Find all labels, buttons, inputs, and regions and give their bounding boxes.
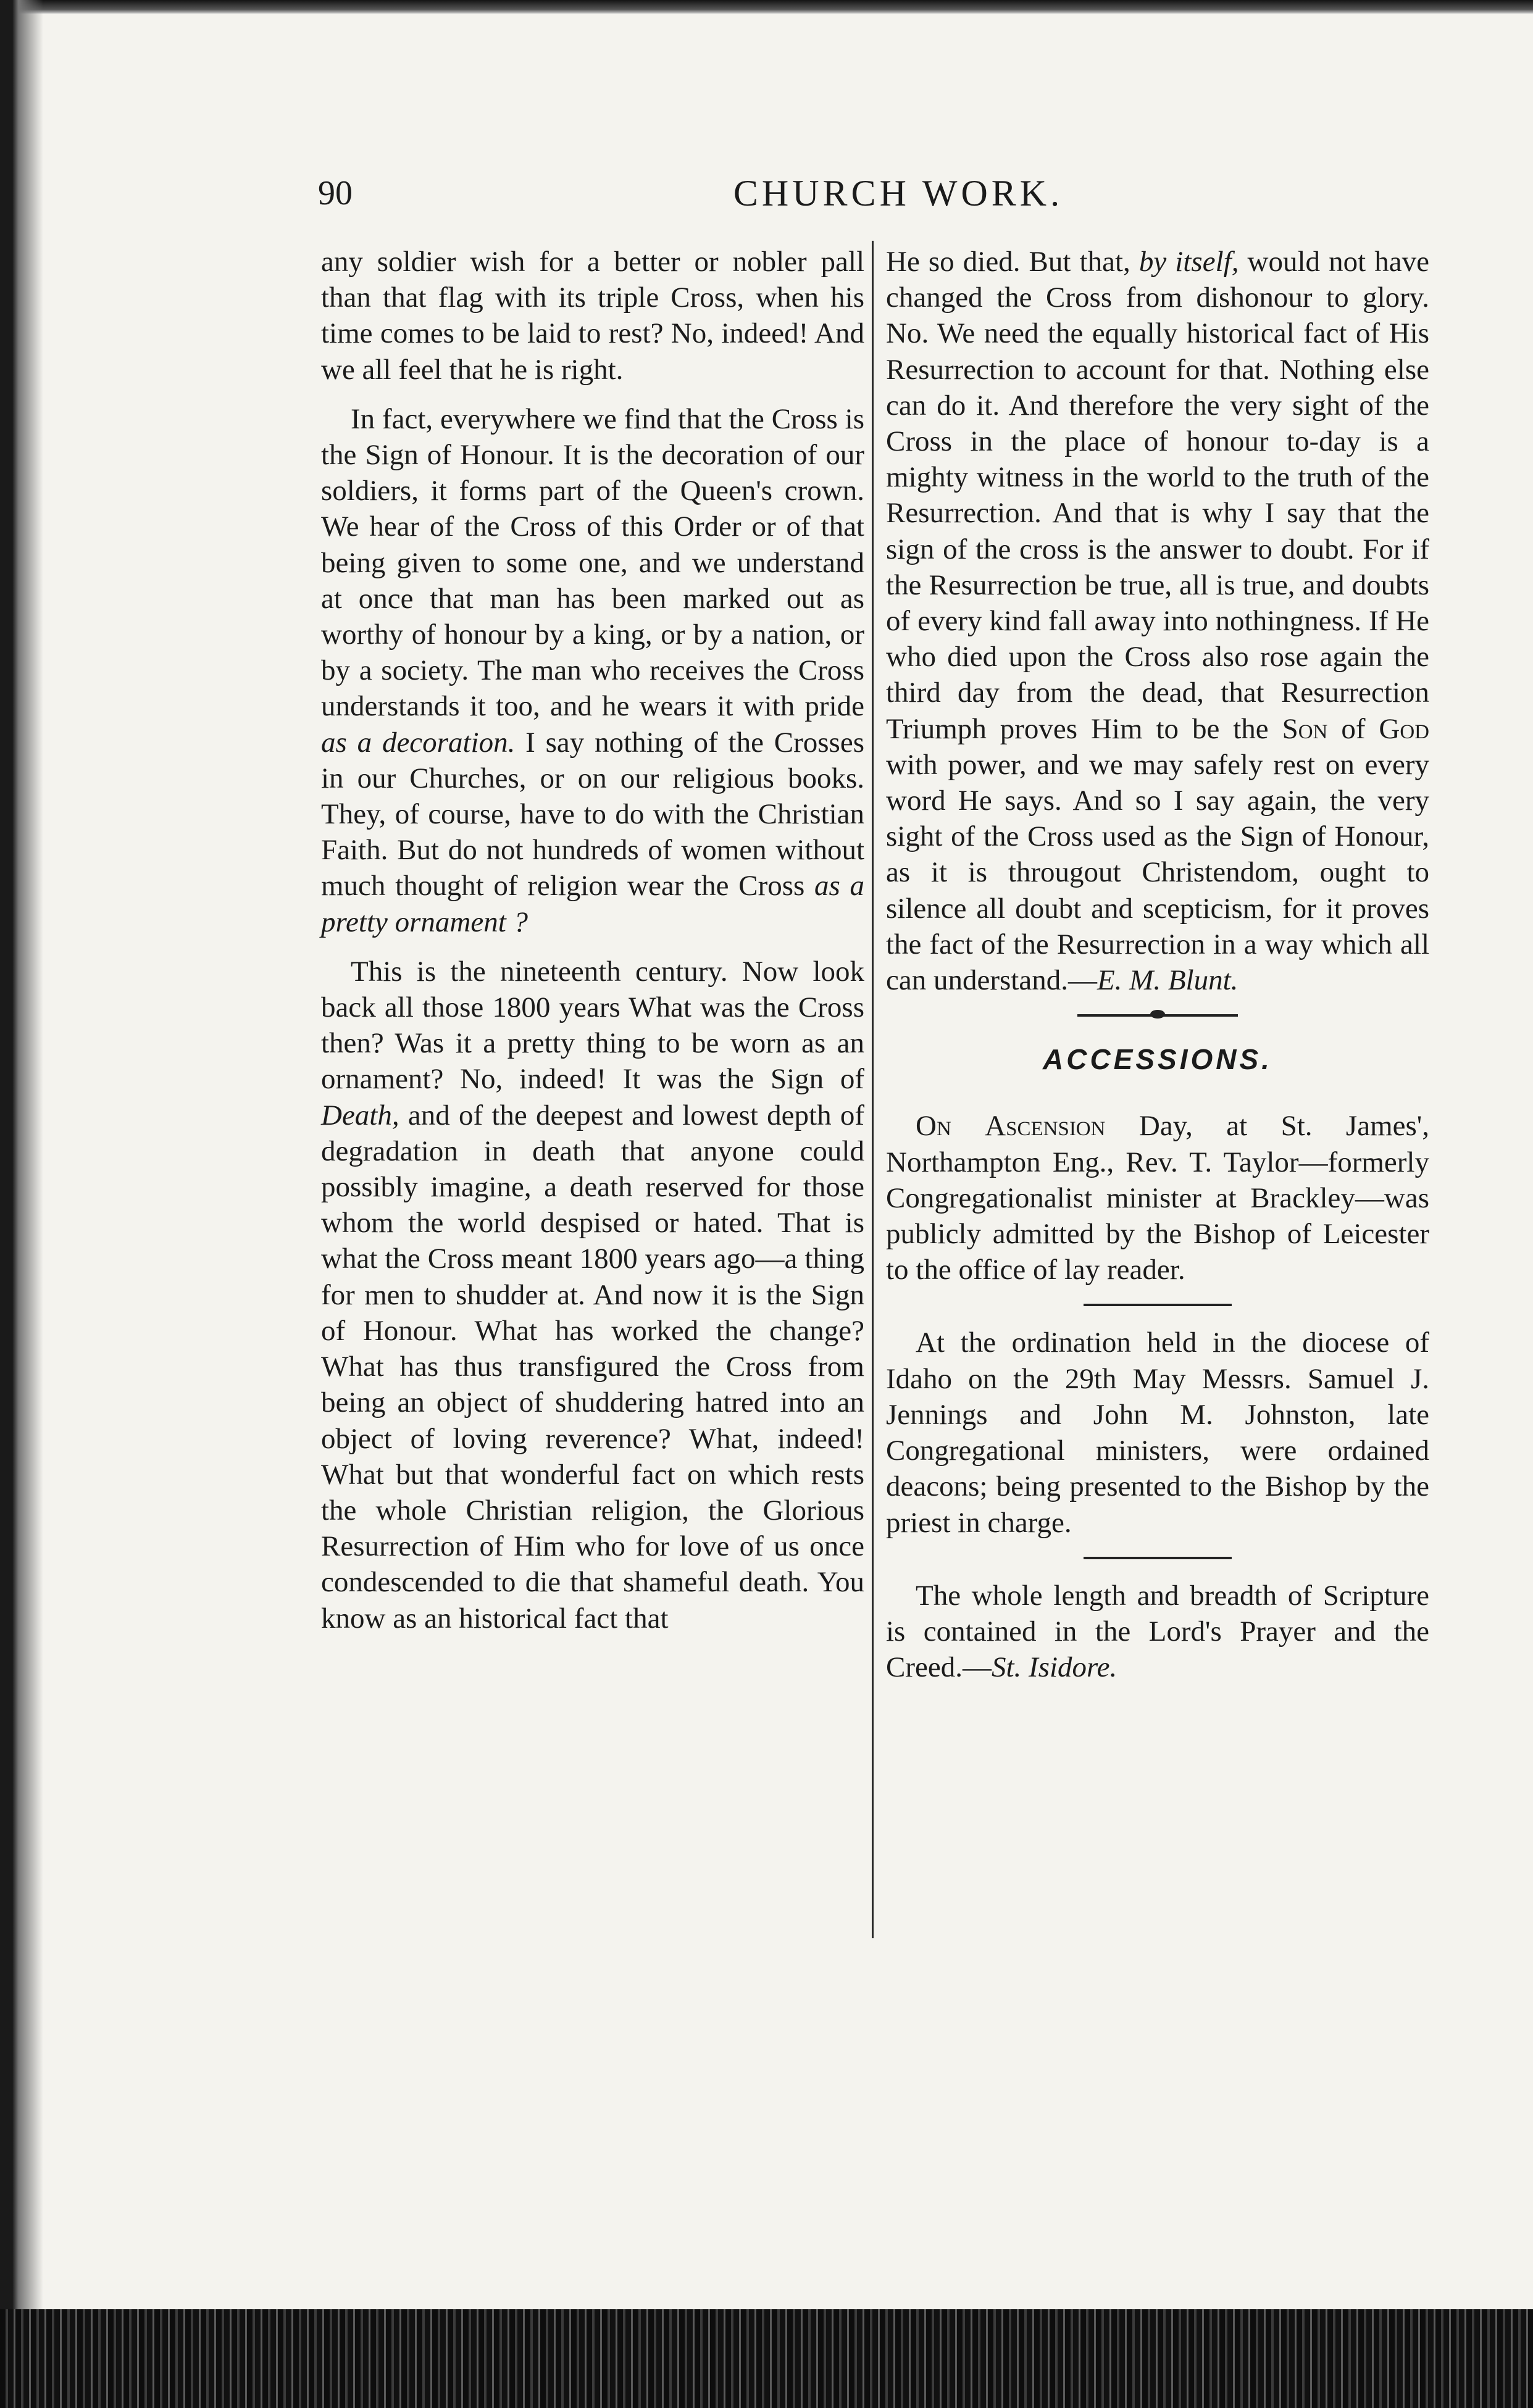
text-run: Day, at St. James', Northampton Eng., Rev. T. Taylor—formerly Congregationalist minister at Brackley—was publicly admitted by the Bishop of Leicester to the office of lay reader. [886,1110,1429,1286]
smallcaps-run: Son [1282,712,1328,745]
smallcaps-run: Ascension [985,1110,1106,1143]
right-paragraph-1 [886,244,1429,998]
scan-bottom-border [0,2309,1533,2408]
smallcaps-run: On [916,1110,951,1143]
page-header [318,170,1479,219]
italic-run: as a pretty ornament ? [321,870,864,938]
text-run: of [1327,712,1379,745]
text-run: This is the nineteenth century. Now look back all those 1800 years What was the Cross then? Was it a pretty thing to be worn as an ornament? No, indeed! It was the Sign of [321,955,864,1096]
running-title: CHURCH WORK. [733,173,1064,214]
closing-quote [886,1578,1429,1686]
short-divider [1084,1304,1232,1306]
left-column [321,244,864,1636]
italic-run: as a decoration. [321,726,516,759]
scan-left-border [0,0,43,2408]
text-run: In fact, everywhere we find that the Cross is the Sign of Honour. It is the decoration of our soldiers, it forms part of the Queen's crown. We hear of the Cross of this Order or of that being given to some one, and we understand at once that man has been marked out as worthy of honour by a king, or by a nation, or by a society. The man who receives the Cross understands it too, and he wears it with pride [321,402,864,723]
italic-run: by itself, [1138,246,1239,278]
ornament-divider [1077,1014,1238,1017]
left-paragraph-1: any soldier wish for a better or nobler pall than that flag with its triple Cross, when his time comes to be laid to rest? No, indeed! And we all feel that he is right. [321,246,864,386]
text-run: The whole length and breadth of Scripture is contained in the Lord's Prayer and the Creed.— [886,1579,1429,1684]
text-run: with power, and we may safely rest on every word He says. And so I say again, the very sight of the Cross used as the Sign of Honour, as it is througout Christendom, ought to silence all doubt and scepticism, for it proves the fact of the Resurrection in a way which all can understand.— [886,748,1429,997]
text-run: I say nothing of the Crosses in our Churches, or on our religious books. They, of course, have to do with the Christian Faith. But do not hundreds of women without much thought of religion wear the Cross [321,726,864,902]
text-run: and of the deepest and lowest depth of degradation in death that anyone could possibly imagine, a death reserved for those whom the world despised or hated. That is what the Cross meant 1800 years ago—a thing for men to shudder at. And now it is the Sign of Honour. What has worked the change? What has thus transfigured the Cross from being an object of shuddering hatred into an object of loving reverence? What, indeed! What but that wonderful fact on which rests the whole Christian religion, the Glorious Resurrection of Him who for love of us once condescended to die that shameful death. You know as an historical fact that [321,1099,864,1635]
column-divider [872,241,874,1938]
quote-signature: St. Isidore. [991,1651,1117,1684]
left-paragraph-2 [321,401,864,940]
smallcaps-run: God [1379,712,1429,745]
page-number: 90 [318,174,353,212]
short-divider [1084,1557,1232,1559]
accession-paragraph-1 [886,1108,1429,1288]
right-column [886,244,1429,1685]
scan-top-border [0,0,1533,14]
author-signature: E. M. Blunt. [1096,964,1239,997]
left-paragraph-3 [321,954,864,1636]
text-run: would not have changed the Cross from dishonour to glory. No. We need the equally historical fact of His Resurrection to account for that. Nothing else can do it. And therefore the very sight of the Cross in the place of honour to-day is a mighty witness in the world to the truth of the Resurrection. And that is why I say that the sign of the cross is the answer to doubt. For if the Resurrection be true, all is true, and doubts of every kind fall away into nothingness. If He who died upon the Cross also rose again the third day from the dead, that Resurrection Triumph proves Him to be the [886,246,1430,745]
section-heading: ACCESSIONS. [1043,1043,1272,1076]
text-run: He so died. But that, [886,246,1139,278]
accession-paragraph-2: At the ordination held in the diocese of Idaho on the 29th May Messrs. Samuel J. Jennings and John M. Johnston, late Congregational ministers, were ordained deacons; being presented to the Bishop by the priest in charge. [886,1327,1429,1539]
italic-run: Death, [321,1099,399,1131]
